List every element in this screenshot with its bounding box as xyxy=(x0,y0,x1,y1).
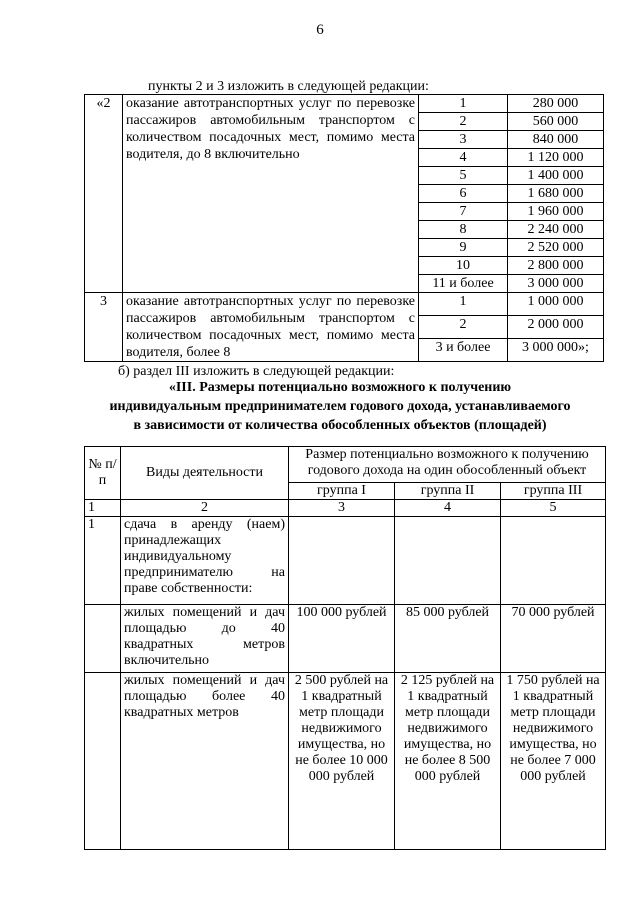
row2-sub-value: 2 520 000 xyxy=(508,239,604,257)
row3-sub-value: 3 000 000»; xyxy=(508,339,604,362)
sub1-text: жилых помещений и дач площадью до 40 квадратных метров включительно xyxy=(121,605,289,673)
col-num-4: 4 xyxy=(395,500,501,517)
col-num-5: 5 xyxy=(501,500,606,517)
row1-text: сдача в аренду (наем) принадлежащих индивидуальному предпринимателю на праве собственности: xyxy=(121,517,289,605)
row2-sub-count: 7 xyxy=(419,203,508,221)
header-num: № п/п xyxy=(85,447,121,500)
row2-sub-value: 1 960 000 xyxy=(508,203,604,221)
row2-sub-count: 3 xyxy=(419,131,508,149)
row2-sub-count: 2 xyxy=(419,113,508,131)
row2-sub-count: 5 xyxy=(419,167,508,185)
row2-sub-count: 11 и более xyxy=(419,275,508,293)
row2-sub-value: 1 120 000 xyxy=(508,149,604,167)
row2-num: «2 xyxy=(85,95,123,293)
row2-sub-value: 1 680 000 xyxy=(508,185,604,203)
row2-sub-count: 4 xyxy=(419,149,508,167)
col-num-1: 1 xyxy=(85,500,121,517)
header-kind: Виды деятельности xyxy=(121,447,289,500)
row2-sub-value: 1 400 000 xyxy=(508,167,604,185)
row2-sub-value: 3 000 000 xyxy=(508,275,604,293)
row3-sub-count: 3 и более xyxy=(419,339,508,362)
sub2-text: жилых помещений и дач площадью более 40 квадратных метров xyxy=(121,673,289,850)
row2-sub-value: 280 000 xyxy=(508,95,604,113)
section-b-line: б) раздел III изложить в следующей редакции: xyxy=(118,364,395,379)
section-heading-line-3: в зависимости от количества обособленных объектов (площадей) xyxy=(133,418,547,433)
col-num-2: 2 xyxy=(121,500,289,517)
row3-sub-value: 1 000 000 xyxy=(508,293,604,316)
row3-sub-value: 2 000 000 xyxy=(508,316,604,339)
row2-sub-value: 560 000 xyxy=(508,113,604,131)
transport-table xyxy=(84,94,604,362)
sub1-val-2: 85 000 рублей xyxy=(395,605,501,673)
sub2-val-1: 2 500 рублей на 1 квадратный метр площади недвижимого имущества, но не более 10 000 000 рублей xyxy=(289,673,395,850)
row2-sub-count: 1 xyxy=(419,95,508,113)
row3-num: 3 xyxy=(85,293,123,362)
col-num-3: 3 xyxy=(289,500,395,517)
sub1-val-3: 70 000 рублей xyxy=(501,605,606,673)
section-heading-line-1: «III. Размеры потенциально возможного к получению xyxy=(168,380,512,395)
row1-num: 1 xyxy=(85,517,121,605)
row2-sub-count: 8 xyxy=(419,221,508,239)
row3-sub-count: 1 xyxy=(419,293,508,316)
row2-sub-count: 10 xyxy=(419,257,508,275)
row2-sub-value: 2 240 000 xyxy=(508,221,604,239)
header-group-1: группа I xyxy=(289,483,395,500)
row2-sub-value: 840 000 xyxy=(508,131,604,149)
sub2-val-3: 1 750 рублей на 1 квадратный метр площади недвижимого имущества, но не более 7 000 000 рублей xyxy=(501,673,606,850)
header-group-3: группа III xyxy=(501,483,606,500)
row2-text: оказание автотранспортных услуг по перевозке пассажиров автомобильным транспортом с количеством посадочных мест, помимо места водителя, до 8 включительно xyxy=(123,95,419,293)
row3-text: оказание автотранспортных услуг по перевозке пассажиров автомобильным транспортом с количеством посадочных мест, помимо места водителя, более 8 xyxy=(123,293,419,362)
row2-sub-value: 2 800 000 xyxy=(508,257,604,275)
income-table xyxy=(84,446,606,850)
section-heading-line-2: индивидуальным предпринимателем годового дохода, устанавливаемого xyxy=(109,399,571,414)
row2-sub-count: 9 xyxy=(419,239,508,257)
sub2-val-2: 2 125 рублей на 1 квадратный метр площади недвижимого имущества, но не более 8 500 000 рублей xyxy=(395,673,501,850)
row2-sub-count: 6 xyxy=(419,185,508,203)
intro-line: пункты 2 и 3 изложить в следующей редакции: xyxy=(148,79,429,94)
header-size: Размер потенциально возможного к получению годового дохода на один обособленный объект xyxy=(289,447,606,483)
header-group-2: группа II xyxy=(395,483,501,500)
page-number: 6 xyxy=(316,22,324,38)
sub1-val-1: 100 000 рублей xyxy=(289,605,395,673)
row3-sub-count: 2 xyxy=(419,316,508,339)
